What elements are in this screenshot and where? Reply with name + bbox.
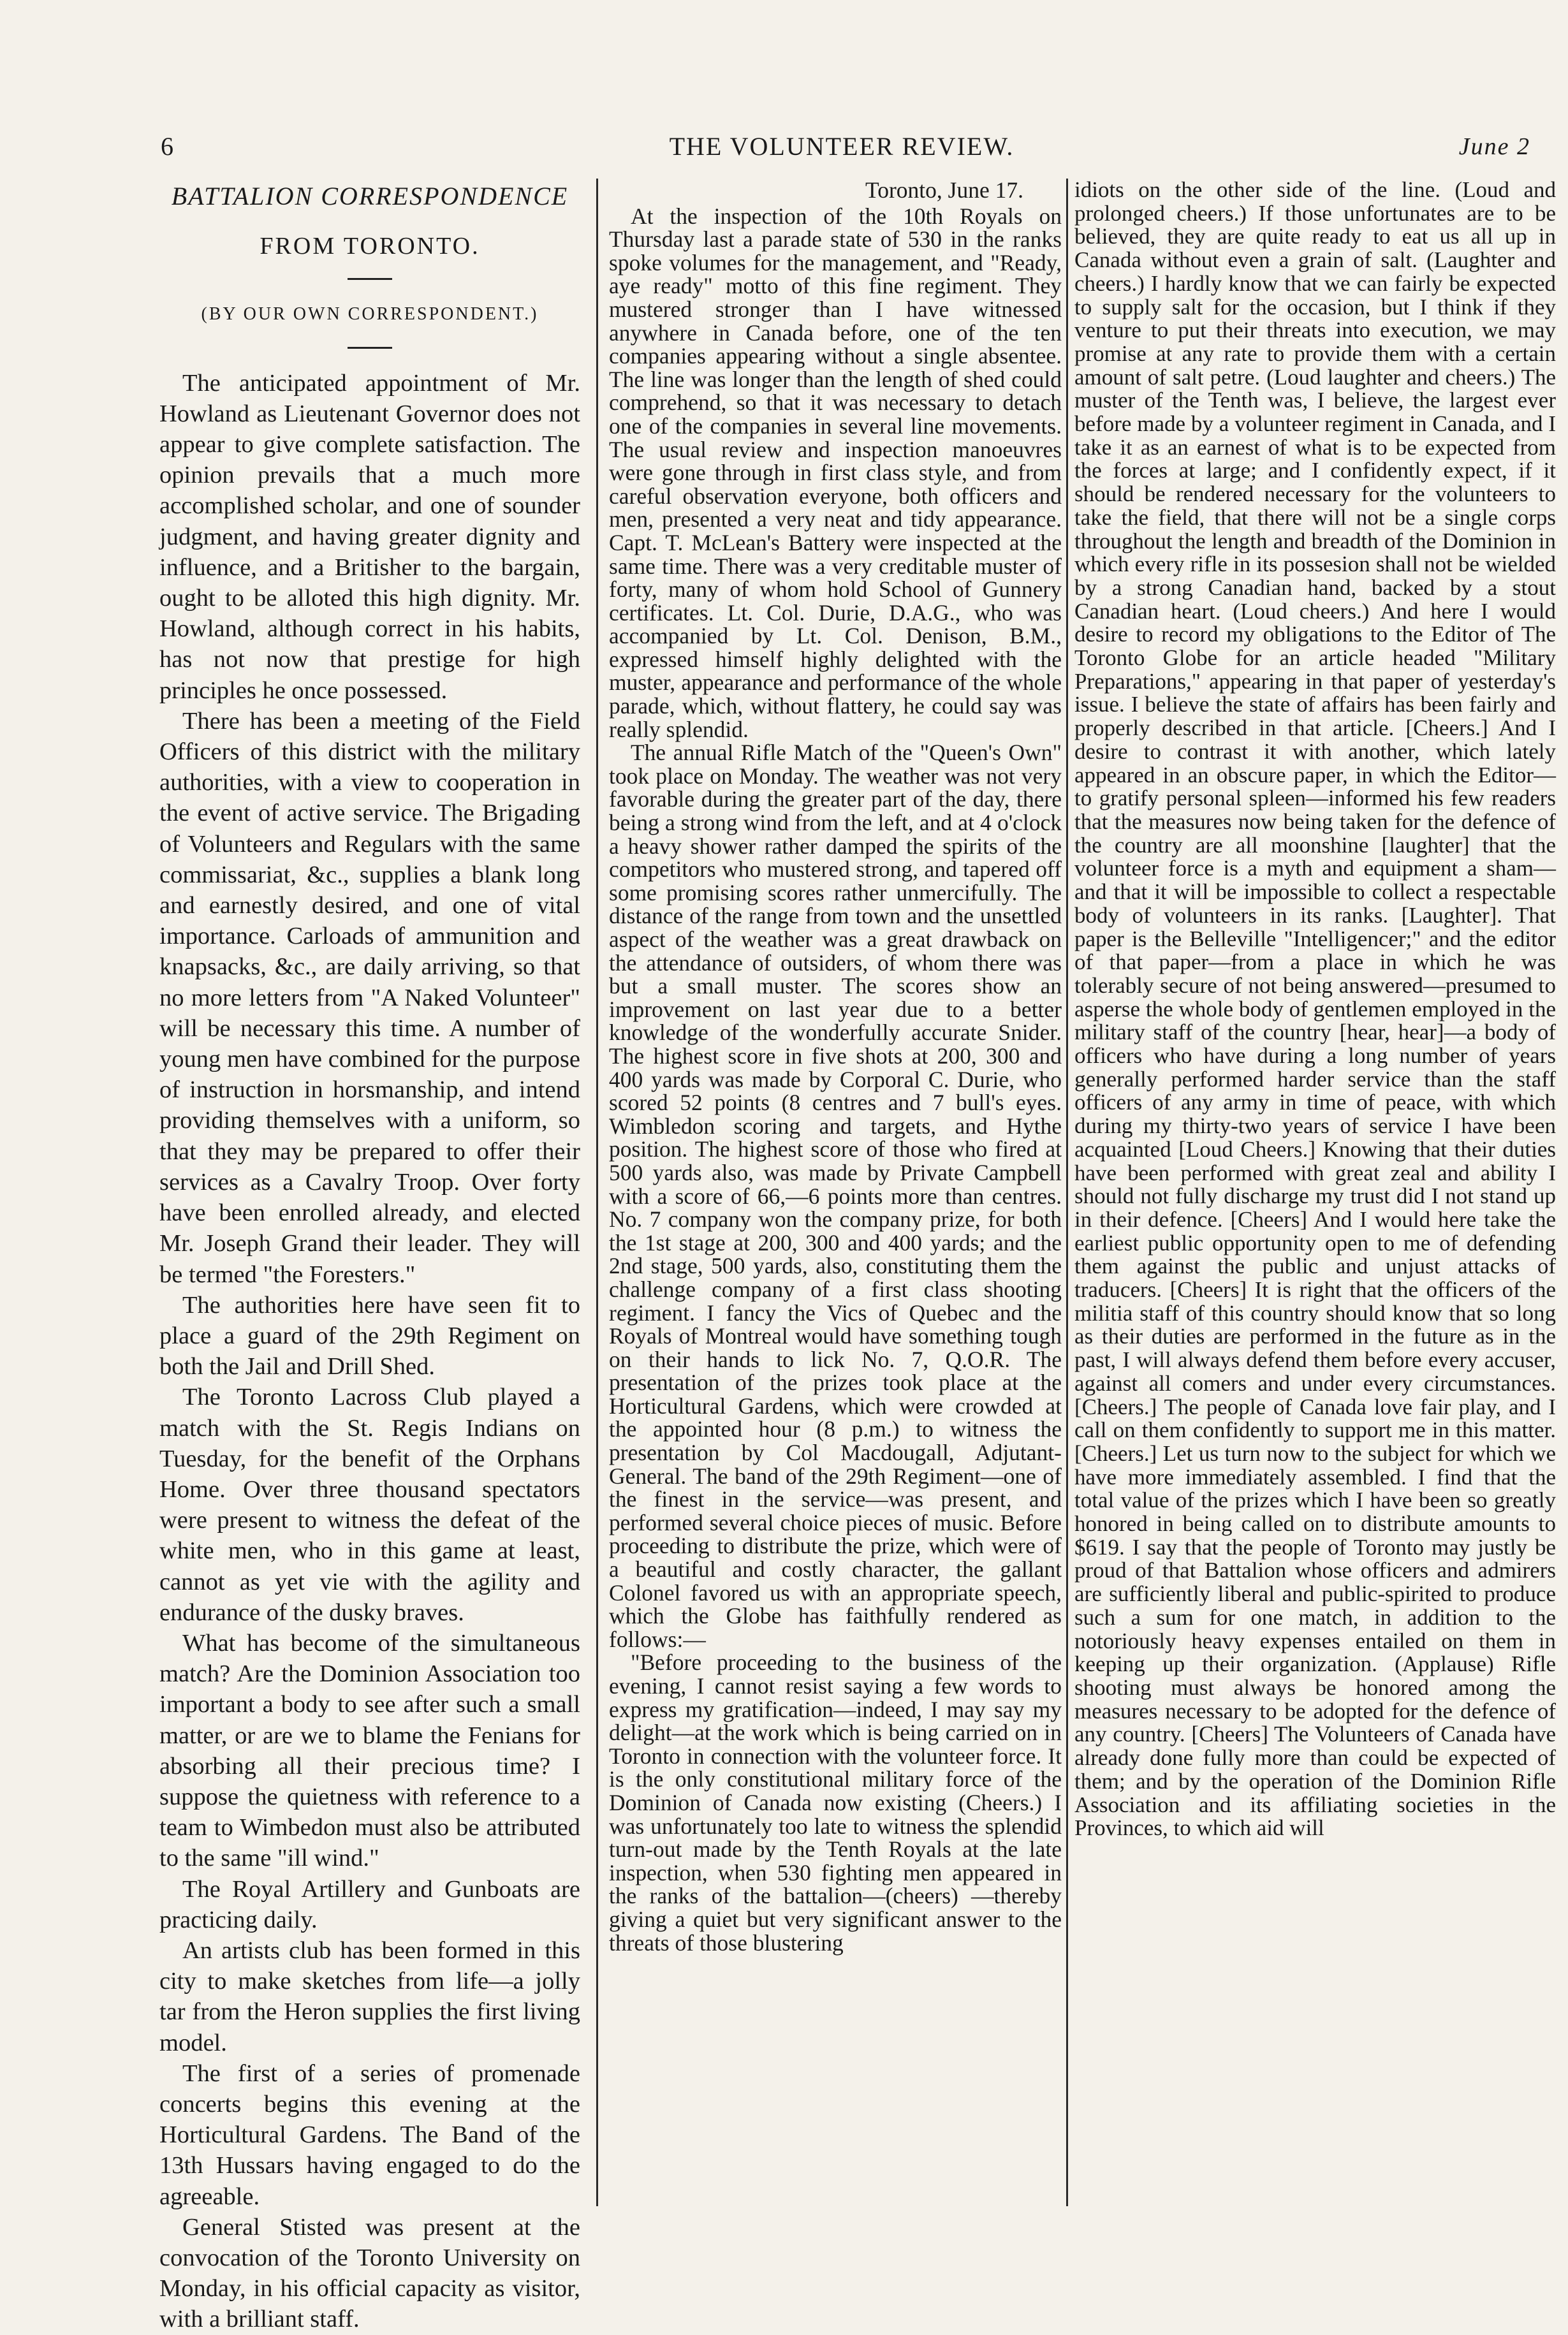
column-1 (159, 179, 580, 2333)
byline: (BY OUR OWN CORRESPONDENT.) (201, 304, 539, 325)
paragraph: The Royal Artillery and Gunboats are practicing daily. (159, 1875, 580, 1933)
paragraph: The annual Rifle Match of the "Queen's Own" took place on Monday. The weather was not very favorable during the greater part of the day, there being a strong wind from the left, and at 4 o'clock a heavy shower rather damped the spirits of the competitors who mustered strong, and tapered off some promising scores rather unmercifully. The distance of the range from town and the unsettled aspect of the weather was a great drawback on the attendance of outsiders, of whom there was but a small muster. The scores show an improvement on last year due to a better knowledge of the wonderfully accurate Snider. The highest score in five shots at 200, 300 and 400 yards was made by Corporal C. Durie, who scored 52 points (8 centres and 7 bull's eyes. Wimbledon scoring and targets, and Hythe position. The highest score of those who fired at 500 yards also, was made by Private Campbell with a score of 66,—6 points more than centres. No. 7 company won the company prize, for both the 1st stage at 200, 300 and 400 yards; and the 2nd stage, 500 yards, also, constituting them the challenge company of a first class shooting regiment. I fancy the Vics of Quebec and the Royals of Montreal would have something tough on their hands to lick No. 7, Q.O.R. The presentation of the prizes took place at the Horticultural Gardens, which were crowded at the appointed hour (8 p.m.) to witness the presentation by Col Macdougall, Adjutant-General. The band of the 29th Regiment—one of the finest in the service—was present, and performed several choice pieces of music. Before proceeding to distribute the prize, which were of a beautiful and costly character, the gallant Colonel favored us with an appropriate speech, which the Globe has faithfully rendered as follows:— (609, 740, 1062, 1652)
paragraph: The authorities here have seen fit to place a guard of the 29th Regiment on both the Jail and Drill Shed. (159, 1291, 580, 1380)
paragraph: An artists club has been formed in this city to make sketches from life—a jolly tar from the Heron supplies the first living model. (159, 1936, 580, 2056)
paragraph: There has been a meeting of the Field Officers of this district with the military authorities, with a view to cooperation in the event of active service. The Brigading of Volunteers and Regulars with the same commissariat, &c., supplies a blank long and earnestly desired, and one of vital importance. Carloads of ammunition and knapsacks, &c., are daily arriving, so that no more letters from "A Naked Volunteer" will be necessary this time. A number of young men have combined for the purpose of instruction in horsmanship, and intend providing themselves with a uniform, so that they may be prepared to offer their services as a Cavalry Troop. Over forty have been enrolled already, and elected Mr. Joseph Grand their leader. They will be termed "the Foresters." (159, 707, 580, 1288)
dateline-toronto: Toronto, June 17. (865, 177, 1023, 203)
page-number: 6 (161, 132, 173, 161)
paragraph: idiots on the other side of the line. (Loud and prolonged cheers.) If those unfortunates are to be believed, they are quite ready to eat us all up in Canada without even a grain of salt. (Laughter and cheers.) I hardly know that we can fairly be expected to supply salt for the occasion, but I think if they venture to put their threats into execution, we may promise at any rate to provide them with a certain amount of salt petre. (Loud laughter and cheers.) The muster of the Tenth was, I believe, the largest ever before made by a volunteer regiment in Canada, and I take it as an earnest of what is to be expected from the forces at large; and I confidently expect, if it should be rendered necessary for the volunteers to take the field, that there will not be a single corps throughout the length and breadth of the Dominion in which every rifle in its possesion shall not be wielded by a strong Canadian hand, backed by a stout Canadian heart. (Loud cheers.) And here I would desire to record my obligations to the Editor of The Toronto Globe for an article headed "Military Preparations," appearing in that paper of yesterday's issue. I believe the state of affairs has been fairly and properly described in that article. [Cheers.] And I desire to contrast it with another, which lately appeared in an obscure paper, in which the Editor—to gratify personal spleen—informed his few readers that the measures now being taken for the defence of the country are all moonshine [laughter] that the volunteer force is a myth and equipment a sham—and that it will be impossible to collect a respectable body of volunteers in its ranks. [Laughter]. That paper is the Belleville "Intelligencer;" and the editor of that paper—from a place in which he was tolerably secure of not being answered—presumed to asperse the whole body of gentlemen employed in the military staff of the country [hear, hear]—a body of officers who have during a long number of years generally performed harder service than the staff officers of any army in time of peace, with which during my thirty-two years of service I have been acquainted [Loud Cheers.] Knowing that their duties have been performed with great zeal and ability I should not fully discharge my trust did I not stand up in their defence. [Cheers] And I would here take the earliest public opportunity open to me of defending them against the public and unjust attacks of traducers. [Cheers] It is right that the officers of the militia staff of this country should know that so long as their duties are performed in the future as in the past, I will always defend them before every accuser, against all comers and under every circumstances. [Cheers.] The people of Canada love fair play, and I call on them confidently to support me in this matter. [Cheers.] Let us turn now to the subject for which we have more immediately assembled. I find that the total value of the prizes which I have been so greatly honored in being called on to distribute amounts to $619. I say that the people of Toronto may justly be proud of that Battalion whose officers and admirers are sufficiently liberal and public-spirited to produce such a sum for one match, in addition to the notoriously heavy expenses entailed on them in keeping up their organization. (Applause) Rifle shooting must always be honored among the measures necessary to be adopted for the defence of any country. [Cheers] The Volunteers of Canada have already done fully more than could be expected of them; and by the operation of the Dominion Rifle Association and its affiliating societies in the Provinces, to which aid will (1074, 177, 1556, 1841)
column-3 (1074, 179, 1556, 2219)
column-rule-left (596, 179, 598, 2206)
paragraph: "Before proceeding to the business of the evening, I cannot resist saying a few words to express my gratification—indeed, I may say my delight—at the work which is being carried on in Toronto in connection with the volunteer force. It is the only constitutional military force of the Dominion of Canada now existing (Cheers.) I was unfortunately too late to witness the splendid turn-out made by the Tenth Royals at the late inspection, when 530 fighting men appeared in the ranks of the battalion—(cheers) —thereby giving a quiet but very significant answer to the threats of those blustering (609, 1650, 1062, 1956)
byline-rule (348, 347, 392, 349)
issue-date: June 2 (1458, 133, 1530, 160)
paragraph: The anticipated appointment of Mr. Howland as Lieutenant Governor does not appear to give complete satisfaction. The opinion prevails that a much more accomplished scholar, and one of sounder judgment, and having greater dignity and influence, and a Britisher to the bargain, ought to be alloted this high dignity. Mr. Howland, although correct in his habits, has not now that prestige for high principles he once possessed. (159, 369, 580, 704)
paragraph: General Stisted was present at the convocation of the Toronto University on Monday, in his official capacity as visitor, with a brilliant staff. (159, 2213, 580, 2333)
column-rule-right (1066, 179, 1068, 2206)
paragraph: The Toronto Lacross Club played a match with the St. Regis Indians on Tuesday, for the benefit of the Orphans Home. Over three thousand spectators were present to witness the defeat of the white men, who in this game at least, cannot as yet vie with the agility and endurance of the dusky braves. (159, 1384, 580, 1626)
section-title: BATTALION CORRESPONDENCE (171, 182, 569, 210)
dateline-from: FROM TORONTO. (260, 233, 480, 260)
title-rule (348, 278, 392, 280)
journal-title: THE VOLUNTEER REVIEW. (669, 132, 1015, 161)
column-2 (609, 179, 1062, 2219)
paragraph: The first of a series of promenade concerts begins this evening at the Horticultural Gardens. The Band of the 13th Hussars having engaged to do the agreeable. (159, 2060, 580, 2210)
paragraph: What has become of the simultaneous match? Are the Dominion Association too important a body to see after such a small matter, or are we to blame the Fenians for absorbing all their precious time? I suppose the quietness with reference to a team to Wimbedon must also be attributed to the same "ill wind." (159, 1629, 580, 1872)
page-header (153, 131, 1530, 172)
paragraph: At the inspection of the 10th Royals on Thursday last a parade state of 530 in the ranks spoke volumes for the management, and "Ready, aye ready" motto of this fine regiment. They mustered stronger than I have witnessed anywhere in Canada before, one of the ten companies appearing without a single absentee. The line was longer than the length of shed could comprehend, so that it was necessary to detach one of the companies in several line movements. The usual review and inspection manoeuvres were gone through in first class style, and from careful observation everyone, both officers and men, presented a very neat and tidy appearance. Capt. T. McLean's Battery were inspected at the same time. There was a very creditable muster of forty, many of whom hold School of Gunnery certificates. Lt. Col. Durie, D.A.G., who was accompanied by Lt. Col. Denison, B.M., expressed himself highly delighted with the muster, appearance and performance of the whole parade, which, without flattery, he could say was really splendid. (609, 203, 1062, 742)
